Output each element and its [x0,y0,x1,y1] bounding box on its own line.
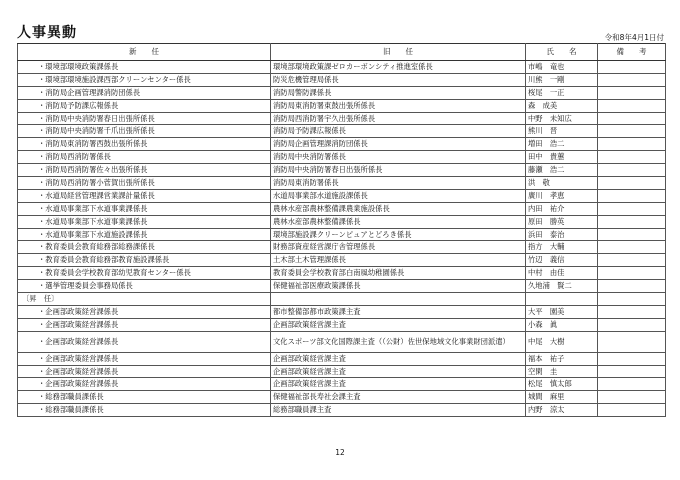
note-cell [598,177,666,190]
name-cell: 中尾 大樹 [526,331,598,352]
name-cell: 浜田 泰治 [526,228,598,241]
table-row [18,138,666,151]
page-title: 人事異動 [17,25,77,41]
new-position-cell: ・教育委員会学校教育部幼児教育センター係長 [18,267,271,280]
table-row [18,215,666,228]
note-cell [598,331,666,352]
header-old-position: 旧 任 [271,44,526,61]
note-cell [598,112,666,125]
old-position-cell: 消防局予防課広報係長 [271,125,526,138]
note-cell [598,305,666,318]
note-cell [598,86,666,99]
personnel-table [17,43,666,417]
new-position-cell: ・環境部環境政策課係長 [18,61,271,74]
old-position-cell: 消防局西消防署宇久出張所係長 [271,112,526,125]
new-position-cell: ・教育委員会教育総務部教育施設課係長 [18,254,271,267]
note-cell [598,267,666,280]
new-position-cell: ・教育委員会教育総務部総務課係長 [18,241,271,254]
old-position-cell: 都市整備部都市政策課主査 [271,305,526,318]
table-row [18,73,666,86]
note-cell [598,280,666,293]
new-position-cell: ・総務部職員課係長 [18,404,271,417]
name-cell: 竹辺 義信 [526,254,598,267]
new-position-cell: ・企画部政策経営課係長 [18,318,271,331]
header-name: 氏 名 [526,44,598,61]
table-row [18,86,666,99]
old-position-cell: 文化スポーツ部文化国際課主査（（公財）佐世保地域文化事業財団派遣） [271,331,526,352]
new-position-cell: ・消防局予防課広報係長 [18,99,271,112]
note-cell [598,378,666,391]
name-cell: 川熊 一剛 [526,73,598,86]
new-position-cell: ・水道局事業部下水道事業課係長 [18,202,271,215]
table-row [18,177,666,190]
note-cell [598,125,666,138]
table-row [18,202,666,215]
old-position-cell: 企画部政策経営課主査 [271,378,526,391]
section-empty-old [271,293,526,306]
name-cell: 桜尾 一正 [526,86,598,99]
name-cell: 指方 大輔 [526,241,598,254]
table-row [18,318,666,331]
old-position-cell: 防災危機管理局係長 [271,73,526,86]
new-position-cell: ・消防局中央消防署千爪出張所係長 [18,125,271,138]
name-cell: 大平 園美 [526,305,598,318]
name-cell: 田中 貴蕙 [526,151,598,164]
table-row [18,151,666,164]
new-position-cell: ・選挙管理委員会事務局係長 [18,280,271,293]
old-position-cell: 消防局東消防署係長 [271,177,526,190]
name-cell: 中村 由佳 [526,267,598,280]
table-row [18,378,666,391]
new-position-cell: ・消防局東消防署西鼓出張所係長 [18,138,271,151]
new-position-cell: ・企画部政策経営課係長 [18,378,271,391]
name-cell: 原田 勝英 [526,215,598,228]
old-position-cell: 保健福祉部医療政策課係長 [271,280,526,293]
name-cell: 久地浦 賢二 [526,280,598,293]
table-row [18,391,666,404]
note-cell [598,254,666,267]
old-position-cell: 水道局事業部水道施設課係長 [271,189,526,202]
new-position-cell: ・消防局西消防署係長 [18,151,271,164]
header-note: 備 考 [598,44,666,61]
name-cell: 城間 麻里 [526,391,598,404]
name-cell: 市嶋 竜也 [526,61,598,74]
table-row [18,331,666,352]
table-row [18,61,666,74]
note-cell [598,99,666,112]
old-position-cell: 農林水産部農林整備課農業施設係長 [271,202,526,215]
new-position-cell: ・水道局経営管理課営業課計量係長 [18,189,271,202]
old-position-cell: 環境部施設課クリーンピュアとどろき係長 [271,228,526,241]
old-position-cell: 環境部環境政策課ゼロカーボンシティ推進室係長 [271,61,526,74]
new-position-cell: ・水道局事業部下水道事業課係長 [18,215,271,228]
page-number: 12 [335,448,345,457]
note-cell [598,318,666,331]
note-cell [598,164,666,177]
name-cell: 内野 涼太 [526,404,598,417]
new-position-cell: ・総務部職員課係長 [18,391,271,404]
name-cell: 洪 敬 [526,177,598,190]
old-position-cell: 消防局企画管理課消防団係長 [271,138,526,151]
old-position-cell: 教育委員会学校教育部白南風幼稚園係長 [271,267,526,280]
name-cell: 空閑 圭 [526,365,598,378]
new-position-cell: ・環境部環境施設課西部クリーンセンター係長 [18,73,271,86]
note-cell [598,352,666,365]
table-row [18,280,666,293]
old-position-cell: 消防局中央消防署春日出張所係長 [271,164,526,177]
old-position-cell: 財務部資産経営課庁舎管理係長 [271,241,526,254]
note-cell [598,215,666,228]
old-position-cell: 保健福祉部長寿社会課主査 [271,391,526,404]
name-cell: 森 成美 [526,99,598,112]
name-cell: 松尾 慎太郎 [526,378,598,391]
old-position-cell: 総務部職員課主査 [271,404,526,417]
old-position-cell: 企画部政策経営課主査 [271,352,526,365]
table-row [18,254,666,267]
name-cell: 藤瀬 浩二 [526,164,598,177]
section-row [18,293,666,306]
table-row [18,189,666,202]
table-header-row [18,44,666,61]
table-row [18,228,666,241]
table-row [18,164,666,177]
new-position-cell: ・消防局中央消防署春日出張所係長 [18,112,271,125]
new-position-cell: ・企画部政策経営課係長 [18,365,271,378]
table-row [18,365,666,378]
new-position-cell: ・企画部政策経営課係長 [18,331,271,352]
note-cell [598,391,666,404]
table-row [18,352,666,365]
note-cell [598,73,666,86]
name-cell: 内田 祐介 [526,202,598,215]
old-position-cell: 消防局東消防署東鼓出張所係長 [271,99,526,112]
note-cell [598,61,666,74]
new-position-cell: ・企画部政策経営課係長 [18,352,271,365]
table-row [18,305,666,318]
old-position-cell: 消防局中央消防署係長 [271,151,526,164]
table-row [18,125,666,138]
note-cell [598,151,666,164]
table-row [18,112,666,125]
section-empty-name [526,293,598,306]
name-cell: 小森 眞 [526,318,598,331]
table-row [18,241,666,254]
name-cell: 中野 未知広 [526,112,598,125]
effective-date: 令和8年4月1日付 [604,33,664,42]
header-new-position: 新 任 [18,44,271,61]
name-cell: 増田 浩二 [526,138,598,151]
name-cell: 熊川 晋 [526,125,598,138]
note-cell [598,365,666,378]
table-body [18,61,666,417]
table-row [18,267,666,280]
new-position-cell: ・水道局事業部下水道施設課係長 [18,228,271,241]
note-cell [598,228,666,241]
old-position-cell: 消防局警防課係長 [271,86,526,99]
new-position-cell: ・消防局西消防署小菅賀出張所係長 [18,177,271,190]
section-empty-note [598,293,666,306]
note-cell [598,138,666,151]
old-position-cell: 企画部政策経営課主査 [271,365,526,378]
old-position-cell: 農林水産部農林整備課係長 [271,215,526,228]
new-position-cell: ・企画部政策経営課係長 [18,305,271,318]
new-position-cell: ・消防局西消防署佐々出張所係長 [18,164,271,177]
new-position-cell: ・消防局企画管理課消防団係長 [18,86,271,99]
name-cell: 福本 祐子 [526,352,598,365]
note-cell [598,189,666,202]
note-cell [598,202,666,215]
section-heading: 〔昇 任〕 [18,293,271,306]
table-row [18,404,666,417]
note-cell [598,404,666,417]
table-row [18,99,666,112]
old-position-cell: 土木部土木管理課係長 [271,254,526,267]
old-position-cell: 企画部政策経営課主査 [271,318,526,331]
name-cell: 廣川 孝恵 [526,189,598,202]
note-cell [598,241,666,254]
